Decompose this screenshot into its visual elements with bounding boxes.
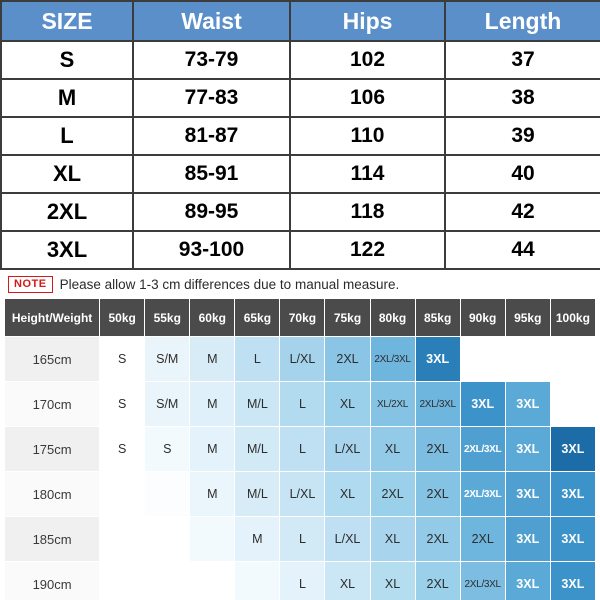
matrix-weight-header: 70kg: [280, 299, 325, 337]
matrix-size-cell: [100, 517, 145, 562]
size-cell-hips: 122: [290, 231, 445, 269]
matrix-size-cell: [100, 562, 145, 600]
matrix-size-cell: M: [235, 517, 280, 562]
size-cell-length: 38: [445, 79, 600, 117]
size-cell-hips: 114: [290, 155, 445, 193]
matrix-size-cell: L: [235, 337, 280, 382]
size-cell-size: S: [1, 41, 133, 79]
matrix-size-cell: 3XL: [460, 382, 505, 427]
matrix-size-cell: M/L: [235, 382, 280, 427]
matrix-row: [5, 337, 596, 382]
matrix-size-cell: L: [280, 427, 325, 472]
matrix-size-cell: [145, 472, 190, 517]
matrix-corner-label: Height/Weight: [5, 299, 100, 337]
matrix-size-cell: L/XL: [325, 427, 370, 472]
matrix-size-cell: 3XL: [550, 427, 595, 472]
matrix-size-cell: 3XL: [415, 337, 460, 382]
matrix-size-cell: [235, 562, 280, 600]
matrix-size-cell: [505, 337, 550, 382]
matrix-size-cell: M/L: [235, 427, 280, 472]
size-cell-hips: 106: [290, 79, 445, 117]
matrix-size-cell: 2XL: [325, 337, 370, 382]
matrix-size-cell: [145, 517, 190, 562]
matrix-size-cell: 2XL: [415, 562, 460, 600]
size-cell-size: M: [1, 79, 133, 117]
matrix-size-cell: L: [280, 382, 325, 427]
matrix-size-cell: 2XL: [415, 427, 460, 472]
matrix-size-cell: 2XL/3XL: [460, 427, 505, 472]
matrix-size-cell: [550, 382, 595, 427]
matrix-size-cell: M: [190, 427, 235, 472]
size-table-header-length: Length: [445, 1, 600, 41]
matrix-size-cell: [145, 562, 190, 600]
size-cell-length: 39: [445, 117, 600, 155]
size-table-row: [1, 231, 600, 269]
matrix-weight-header: 85kg: [415, 299, 460, 337]
size-table-header-size: SIZE: [1, 1, 133, 41]
matrix-size-cell: 2XL/3XL: [370, 337, 415, 382]
matrix-size-cell: 3XL: [550, 472, 595, 517]
size-measurement-table: [0, 0, 600, 270]
matrix-row: [5, 427, 596, 472]
matrix-size-cell: 2XL: [370, 472, 415, 517]
matrix-height-label: 170cm: [5, 382, 100, 427]
matrix-size-cell: L/XL: [325, 517, 370, 562]
matrix-size-cell: S: [145, 427, 190, 472]
matrix-size-cell: [190, 562, 235, 600]
matrix-height-label: 185cm: [5, 517, 100, 562]
matrix-size-cell: L/XL: [280, 472, 325, 517]
matrix-size-cell: S: [100, 337, 145, 382]
size-table-row: [1, 155, 600, 193]
matrix-size-cell: L: [280, 562, 325, 600]
matrix-size-cell: 3XL: [505, 382, 550, 427]
matrix-size-cell: XL: [325, 472, 370, 517]
matrix-size-cell: XL/2XL: [370, 382, 415, 427]
matrix-height-label: 175cm: [5, 427, 100, 472]
size-cell-waist: 89-95: [133, 193, 290, 231]
matrix-height-label: 180cm: [5, 472, 100, 517]
matrix-weight-header: 60kg: [190, 299, 235, 337]
matrix-row: [5, 562, 596, 600]
matrix-size-cell: 3XL: [550, 517, 595, 562]
size-cell-length: 37: [445, 41, 600, 79]
matrix-row: [5, 472, 596, 517]
size-cell-hips: 118: [290, 193, 445, 231]
size-cell-hips: 102: [290, 41, 445, 79]
matrix-size-cell: 2XL/3XL: [415, 382, 460, 427]
matrix-size-cell: 3XL: [505, 427, 550, 472]
matrix-body: [5, 337, 596, 600]
matrix-size-cell: S: [100, 382, 145, 427]
size-cell-hips: 110: [290, 117, 445, 155]
size-cell-waist: 85-91: [133, 155, 290, 193]
matrix-size-cell: 2XL: [460, 517, 505, 562]
size-table-row: [1, 41, 600, 79]
matrix-size-cell: XL: [325, 562, 370, 600]
matrix-weight-header: 75kg: [325, 299, 370, 337]
matrix-size-cell: XL: [370, 427, 415, 472]
matrix-size-cell: S: [100, 427, 145, 472]
matrix-size-cell: XL: [370, 562, 415, 600]
matrix-weight-header: 50kg: [100, 299, 145, 337]
height-weight-matrix: [4, 298, 596, 600]
matrix-size-cell: S/M: [145, 382, 190, 427]
matrix-size-cell: L: [280, 517, 325, 562]
size-table-header-row: [1, 1, 600, 41]
matrix-size-cell: XL: [370, 517, 415, 562]
matrix-size-cell: 2XL: [415, 472, 460, 517]
matrix-weight-header: 65kg: [235, 299, 280, 337]
matrix-size-cell: M: [190, 337, 235, 382]
note-row: [0, 270, 600, 298]
matrix-size-cell: XL: [325, 382, 370, 427]
size-cell-waist: 81-87: [133, 117, 290, 155]
matrix-weight-header: 95kg: [505, 299, 550, 337]
size-cell-size: 3XL: [1, 231, 133, 269]
matrix-size-cell: [550, 337, 595, 382]
matrix-height-label: 165cm: [5, 337, 100, 382]
size-table-header-waist: Waist: [133, 1, 290, 41]
matrix-row: [5, 382, 596, 427]
note-text: Please allow 1-3 cm differences due to manual measure.: [59, 276, 400, 292]
matrix-size-cell: 2XL: [415, 517, 460, 562]
matrix-size-cell: M/L: [235, 472, 280, 517]
size-cell-waist: 77-83: [133, 79, 290, 117]
matrix-size-cell: M: [190, 382, 235, 427]
matrix-size-cell: 3XL: [550, 562, 595, 600]
size-cell-size: 2XL: [1, 193, 133, 231]
matrix-weight-header: 100kg: [550, 299, 595, 337]
matrix-size-cell: [460, 337, 505, 382]
note-badge: NOTE: [8, 276, 53, 293]
matrix-size-cell: S/M: [145, 337, 190, 382]
size-table-row: [1, 117, 600, 155]
size-cell-length: 42: [445, 193, 600, 231]
matrix-weight-header: 80kg: [370, 299, 415, 337]
matrix-weight-header: 90kg: [460, 299, 505, 337]
matrix-size-cell: 3XL: [505, 472, 550, 517]
matrix-row: [5, 517, 596, 562]
size-table-body: [1, 41, 600, 269]
size-cell-size: XL: [1, 155, 133, 193]
size-cell-length: 40: [445, 155, 600, 193]
matrix-size-cell: M: [190, 472, 235, 517]
matrix-header-row: [5, 299, 596, 337]
matrix-size-cell: 3XL: [505, 517, 550, 562]
size-table-row: [1, 79, 600, 117]
size-cell-waist: 73-79: [133, 41, 290, 79]
matrix-weight-header: 55kg: [145, 299, 190, 337]
matrix-size-cell: [190, 517, 235, 562]
size-table-header-hips: Hips: [290, 1, 445, 41]
matrix-size-cell: 2XL/3XL: [460, 562, 505, 600]
matrix-size-cell: 2XL/3XL: [460, 472, 505, 517]
size-cell-waist: 93-100: [133, 231, 290, 269]
size-cell-length: 44: [445, 231, 600, 269]
matrix-size-cell: [100, 472, 145, 517]
matrix-size-cell: 3XL: [505, 562, 550, 600]
size-table-row: [1, 193, 600, 231]
matrix-height-label: 190cm: [5, 562, 100, 600]
matrix-size-cell: L/XL: [280, 337, 325, 382]
size-cell-size: L: [1, 117, 133, 155]
